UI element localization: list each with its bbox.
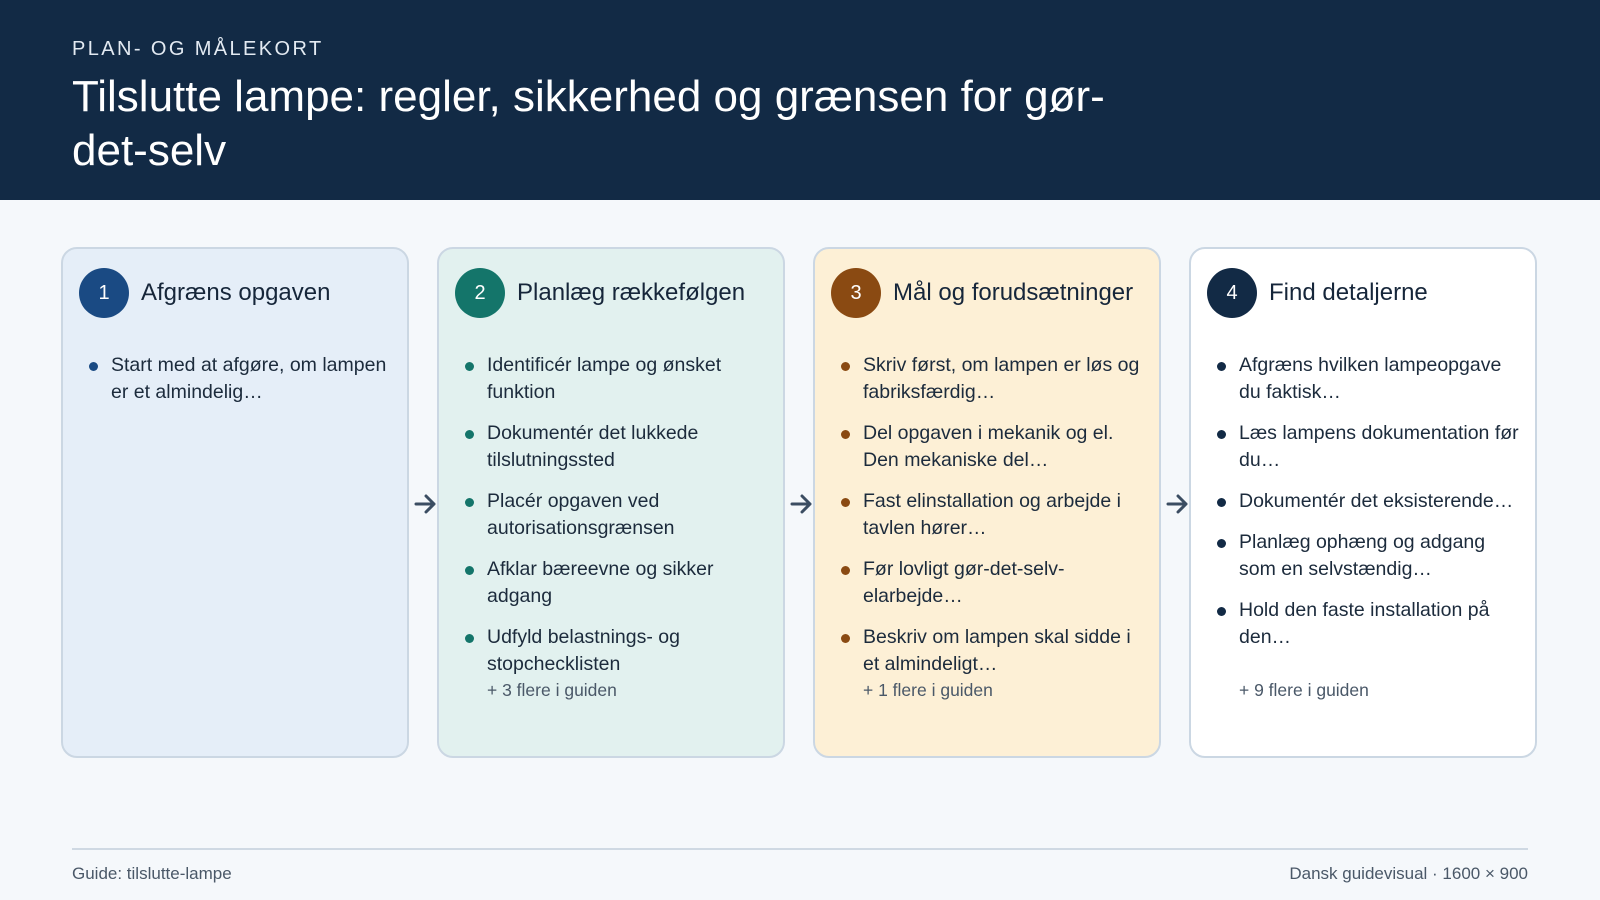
- bullet-icon: [1217, 539, 1226, 548]
- bullet-icon: [89, 362, 98, 371]
- bullet-icon: [841, 634, 850, 643]
- header-banner: [0, 0, 1600, 200]
- bullet-icon: [465, 566, 474, 575]
- step-title: Afgræns opgaven: [141, 279, 331, 306]
- list-item-text: Fast elinstallation og arbejde i tavlen hører…: [863, 490, 1121, 539]
- list-item: [465, 488, 773, 542]
- bullet-icon: [465, 634, 474, 643]
- footer-guide-label: Guide: tilslutte-lampe: [72, 864, 232, 883]
- arrow-right-icon: [789, 491, 815, 517]
- bullet-icon: [465, 430, 474, 439]
- list-item: [841, 624, 1149, 678]
- bullet-icon: [1217, 498, 1226, 507]
- step-item-list: [841, 352, 1149, 692]
- list-item: [89, 352, 397, 406]
- list-item: [465, 352, 773, 406]
- footer-meta-label: Dansk guidevisual · 1600 × 900: [1289, 864, 1528, 883]
- list-item: [1217, 352, 1525, 406]
- list-item: [841, 352, 1149, 406]
- list-item: [1217, 488, 1525, 515]
- list-item-text: Del opgaven i mekanik og el. Den mekaniske del…: [863, 422, 1114, 471]
- step-item-list: [89, 352, 397, 420]
- step-title: Mål og forudsætninger: [893, 279, 1134, 306]
- step-number-badge: 4: [1207, 268, 1257, 318]
- list-item-text: Læs lampens dokumentation før du…: [1239, 422, 1519, 471]
- list-item-text: Udfyld belastnings- og stopchecklisten: [487, 626, 680, 675]
- bullet-icon: [1217, 607, 1226, 616]
- step-card-3: [813, 247, 1161, 758]
- page-title: Tilslutte lampe: regler, sikkerhed og grænsen for gør-det-selv: [72, 72, 1105, 175]
- step-number-badge: 1: [79, 268, 129, 318]
- step-title: Find detaljerne: [1269, 279, 1428, 306]
- step-number-badge: 3: [831, 268, 881, 318]
- bullet-icon: [1217, 430, 1226, 439]
- list-item-text: Afklar bæreevne og sikker adgang: [487, 558, 714, 607]
- eyebrow-label: PLAN- OG MÅLEKORT: [72, 38, 324, 60]
- list-item: [841, 488, 1149, 542]
- list-item: [465, 624, 773, 678]
- list-item-text: Beskriv om lampen skal sidde i et almindeligt…: [863, 626, 1131, 675]
- step-title: Planlæg rækkefølgen: [517, 279, 746, 306]
- list-item-text: Identificér lampe og ønsket funktion: [487, 354, 722, 403]
- footer-divider: [72, 848, 1528, 850]
- step-number-badge: 2: [455, 268, 505, 318]
- more-in-guide-link[interactable]: + 1 flere i guiden: [863, 680, 993, 700]
- bullet-icon: [465, 362, 474, 371]
- list-item-text: Dokumentér det eksisterende…: [1239, 490, 1514, 512]
- step-item-list: [1217, 352, 1525, 665]
- bullet-icon: [841, 362, 850, 371]
- list-item-text: Placér opgaven ved autorisationsgrænsen: [487, 490, 675, 539]
- step-item-list: [465, 352, 773, 692]
- list-item: [1217, 420, 1525, 474]
- bullet-icon: [1217, 362, 1226, 371]
- bullet-icon: [841, 430, 850, 439]
- step-card-2: [437, 247, 785, 758]
- list-item: [1217, 529, 1525, 583]
- list-item: [1217, 597, 1525, 651]
- step-card-4: [1189, 247, 1537, 758]
- list-item-text: Skriv først, om lampen er løs og fabriksfærdig…: [863, 354, 1140, 403]
- bullet-icon: [841, 566, 850, 575]
- list-item-text: Start med at afgøre, om lampen er et almindelig…: [111, 354, 387, 403]
- bullet-icon: [465, 498, 474, 507]
- more-in-guide-link[interactable]: + 9 flere i guiden: [1239, 680, 1369, 700]
- arrow-right-icon: [413, 491, 439, 517]
- arrow-right-icon: [1165, 491, 1191, 517]
- list-item: [465, 556, 773, 610]
- bullet-icon: [841, 498, 850, 507]
- list-item-text: Afgræns hvilken lampeopgave du faktisk…: [1239, 354, 1502, 403]
- list-item-text: Før lovligt gør-det-selv-elarbejde…: [863, 558, 1065, 607]
- list-item-text: Dokumentér det lukkede tilslutningssted: [487, 422, 699, 471]
- list-item: [465, 420, 773, 474]
- list-item: [841, 420, 1149, 474]
- list-item: [841, 556, 1149, 610]
- step-card-1: [61, 247, 409, 758]
- more-in-guide-link[interactable]: + 3 flere i guiden: [487, 680, 617, 700]
- list-item-text: Planlæg ophæng og adgang som en selvstændig…: [1239, 531, 1486, 580]
- list-item-text: Hold den faste installation på den…: [1239, 599, 1490, 648]
